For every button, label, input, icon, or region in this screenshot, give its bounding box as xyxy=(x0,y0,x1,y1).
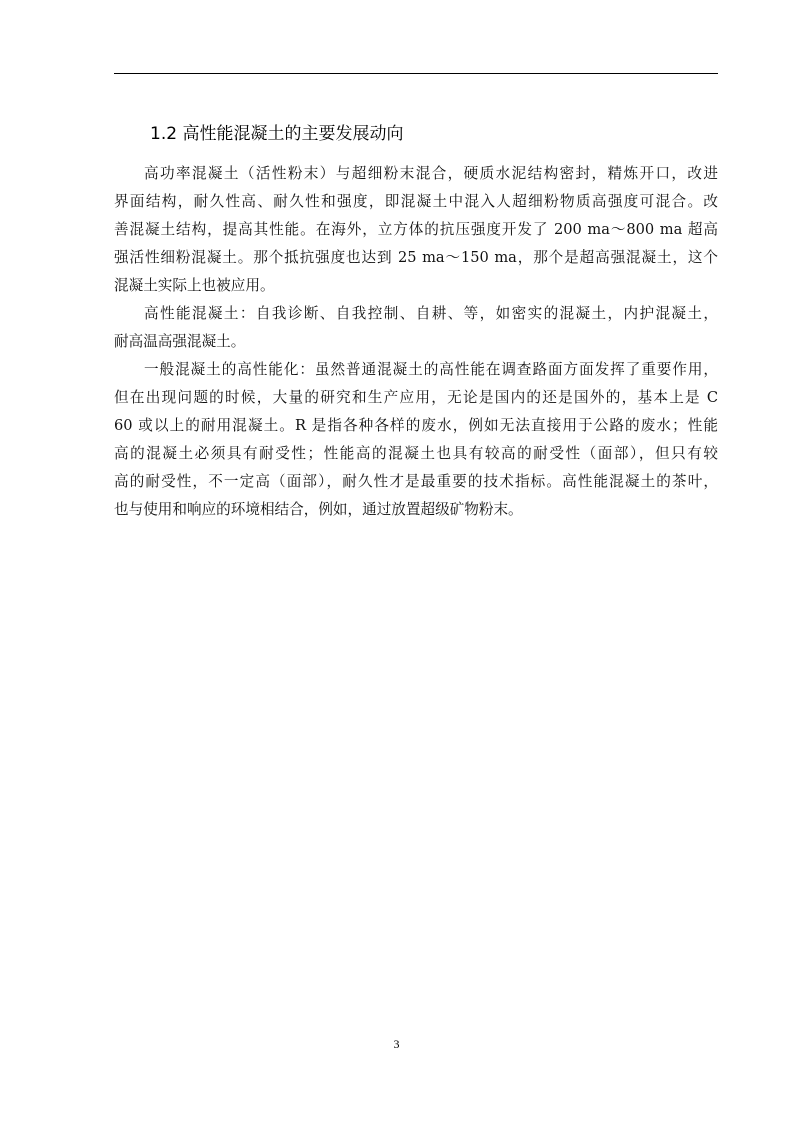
paragraph-2 xyxy=(114,300,718,356)
text-line: 界面结构，耐久性高、耐久性和强度，即混凝土中混入人超细粉物质高强度可混合。改 xyxy=(114,193,718,210)
text-line: 一般混凝土的高性能化：虽然普通混凝土的高性能在调查路面方面发挥了重要作用， xyxy=(144,361,718,378)
text-line: 高性能混凝土：自我诊断、自我控制、自耕、等，如密实的混凝土，内护混凝土， xyxy=(144,305,718,322)
text-line: 善混凝土结构，提高其性能。在海外，立方体的抗压强度开发了 200 ma～800 ma 超高 xyxy=(114,221,718,238)
text-line: 高功率混凝土（活性粉末）与超细粉末混合，硬质水泥结构密封，精炼开口，改进 xyxy=(144,165,718,182)
page-number: 3 xyxy=(393,1037,400,1051)
text-line: 耐高温高强混凝土。 xyxy=(114,333,246,350)
text-line: 高的耐受性，不一定高（面部），耐久性才是最重要的技术指标。高性能混凝土的茶叶， xyxy=(114,473,718,490)
paragraph-1 xyxy=(114,160,718,300)
header-rule xyxy=(114,73,718,74)
section-heading: 1.2 高性能混凝土的主要发展动向 xyxy=(150,124,404,144)
text-line: 高的混凝土必须具有耐受性；性能高的混凝土也具有较高的耐受性（面部），但只有较 xyxy=(114,445,718,462)
text-line: 也与使用和响应的环境相结合，例如，通过放置超级矿物粉末。 xyxy=(114,501,523,518)
text-line: 但在出现问题的时候，大量的研究和生产应用，无论是国内的还是国外的，基本上是 C xyxy=(114,389,718,406)
text-line: 混凝土实际上也被应用。 xyxy=(114,277,275,294)
body-text xyxy=(114,160,718,524)
text-line: 60 或以上的耐用混凝土。R 是指各种各样的废水，例如无法直接用于公路的废水；性能 xyxy=(114,417,718,434)
paragraph-3 xyxy=(114,356,718,524)
text-line: 强活性细粉混凝土。那个抵抗强度也达到 25 ma～150 ma，那个是超高强混凝土，这个 xyxy=(114,249,718,266)
